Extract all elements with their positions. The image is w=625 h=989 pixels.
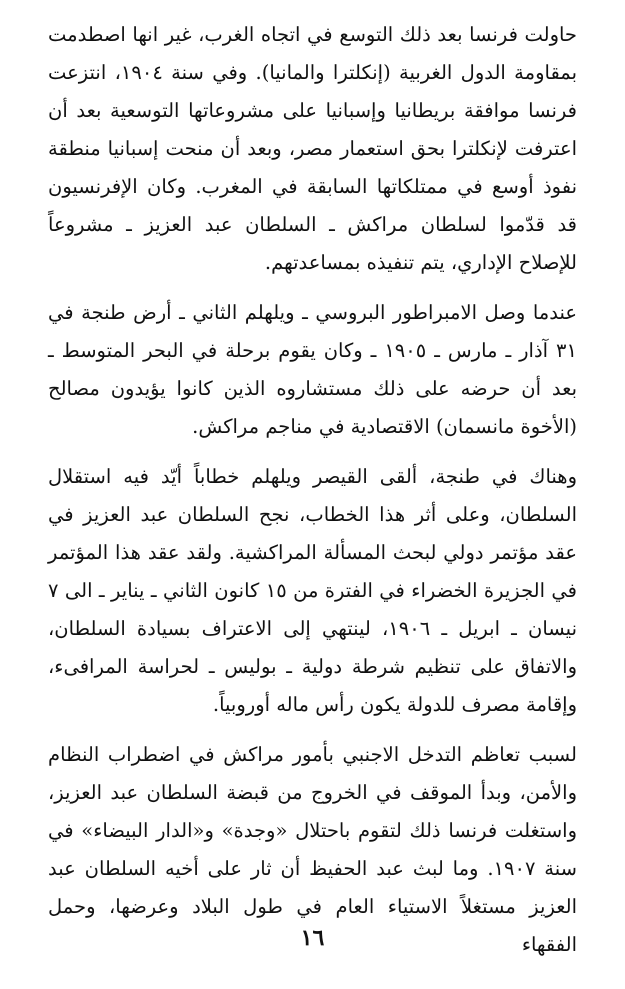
page-number: ١٦	[300, 925, 325, 951]
paragraph-2: عندما وصل الامبراطور البروسي ـ ويلهلم الثاني ـ أرض طنجة في ٣١ آذار ـ مارس ـ ١٩٠٥ ـ وكان يقوم برحلة في البحر المتوسط ـ بعد أن حرضه على ذلك مستشاروه الذين كانوا يؤيدون مصالح (الأخوة مانسمان) الاقتصادية في مناجم مراكش.	[48, 301, 577, 438]
paragraph-3: وهناك في طنجة، ألقى القيصر ويلهلم خطاباً أيّد فيه استقلال السلطان، وعلى أثر هذا الخطاب، نجح السلطان عبد العزيز في عقد مؤتمر دولي لبحث المسألة المراكشية. ولقد عقد هذا المؤتمر في الجزيرة الخضراء في الفترة من ١٥ كانون الثاني ـ يناير ـ الى ٧ نيسان ـ ابريل ـ ١٩٠٦، لينتهي إلى الاعتراف بسيادة السلطان، والاتفاق على تنظيم شرطة دولية ـ بوليس ـ لحراسة المرافىء، وإقامة مصرف للدولة يكون رأس ماله أوروبياً.	[48, 465, 577, 716]
document-page	[48, 16, 578, 956]
paragraph-1: حاولت فرنسا بعد ذلك التوسع في اتجاه الغرب، غير انها اصطدمت بمقاومة الدول الغربية (إنكلترا والمانيا). وفي سنة ١٩٠٤، انتزعت فرنسا موافقة بريطانيا وإسبانيا على مشروعاتها التوسعية بعد أن اعترفت لإنكلترا بحق استعمار مصر، وبعد أن منحت إسبانيا منطقة نفوذ أوسع في ممتلكاتها السابقة في المغرب. وكان الإفرنسيون قد قدّموا لسلطان مراكش ـ السلطان عبد العزيز ـ مشروعاً للإصلاح الإداري، يتم تنفيذه بمساعدتهم.	[48, 23, 578, 274]
paragraph-4: لسبب تعاظم التدخل الاجنبي بأمور مراكش في اضطراب النظام والأمن، وبدأ الموقف في الخروج من قبضة السلطان عبد العزيز، واستغلت فرنسا ذلك لتقوم باحتلال «وجدة» و«الدار البيضاء» في سنة ١٩٠٧. وما لبث عبد الحفيظ أن ثار على أخيه السلطان عبد العزيز مستغلاً الاستياء العام في طول البلاد وعرضها، وحمل الفقهاء	[48, 743, 577, 956]
